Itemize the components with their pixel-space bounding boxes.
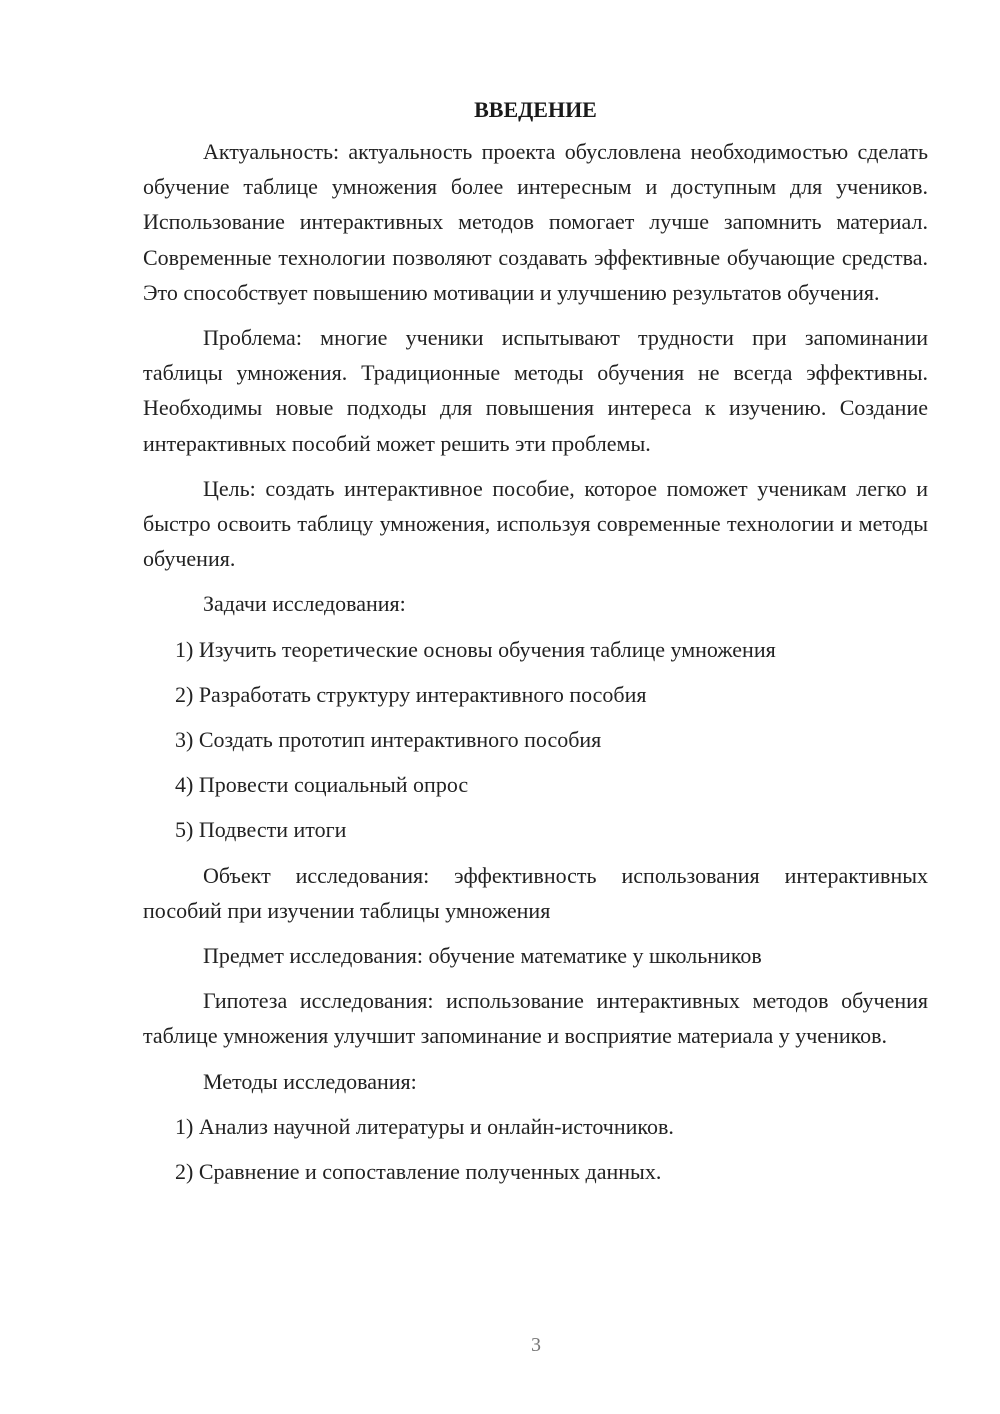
method-item: 1) Анализ научной литературы и онлайн-источников. bbox=[175, 1113, 674, 1139]
tasks-heading: Задачи исследования: bbox=[203, 591, 406, 617]
task-item: 1) Изучить теоретические основы обучения таблице умножения bbox=[175, 636, 776, 662]
page-number: 3 bbox=[531, 1334, 541, 1356]
task-item: 4) Провести социальный опрос bbox=[175, 772, 469, 798]
task-item: 5) Подвести итоги bbox=[175, 817, 347, 843]
relevance-paragraph: Актуальность: актуальность проекта обусловлена необходимостью сделать обучение таблице умножения более интересным и доступным для учеников. Использование интерактивных методов помогает лучше запомнить материал. Современные технологии позволяют создавать эффективные обучающие средства. Это способствует повышению мотивации и улучшению результатов обучения. bbox=[143, 139, 928, 305]
document-body bbox=[143, 92, 928, 1199]
task-item: 3) Создать прототип интерактивного пособия bbox=[175, 727, 602, 753]
subject-paragraph: Предмет исследования: обучение математике у школьников bbox=[203, 943, 762, 969]
section-title: ВВЕДЕНИЕ bbox=[474, 97, 597, 122]
problem-paragraph: Проблема: многие ученики испытывают трудности при запоминании таблицы умножения. Традиционные методы обучения не всегда эффективны. Необходимы новые подходы для повышения интереса к изучению. Создание интерактивных пособий может решить эти проблемы. bbox=[143, 325, 928, 456]
method-item: 2) Сравнение и сопоставление полученных данных. bbox=[175, 1159, 662, 1185]
goal-paragraph: Цель: создать интерактивное пособие, которое поможет ученикам легко и быстро освоить таблицу умножения, используя современные технологии и методы обучения. bbox=[143, 475, 928, 572]
object-paragraph: Объект исследования: эффективность использования интерактивных пособий при изучении таблицы умножения bbox=[143, 862, 928, 923]
task-item: 2) Разработать структуру интерактивного пособия bbox=[175, 681, 647, 707]
hypothesis-paragraph: Гипотеза исследования: использование интерактивных методов обучения таблице умножения улучшит запоминание и восприятие материала у учеников. bbox=[143, 988, 928, 1049]
methods-heading: Методы исследования: bbox=[203, 1068, 417, 1094]
